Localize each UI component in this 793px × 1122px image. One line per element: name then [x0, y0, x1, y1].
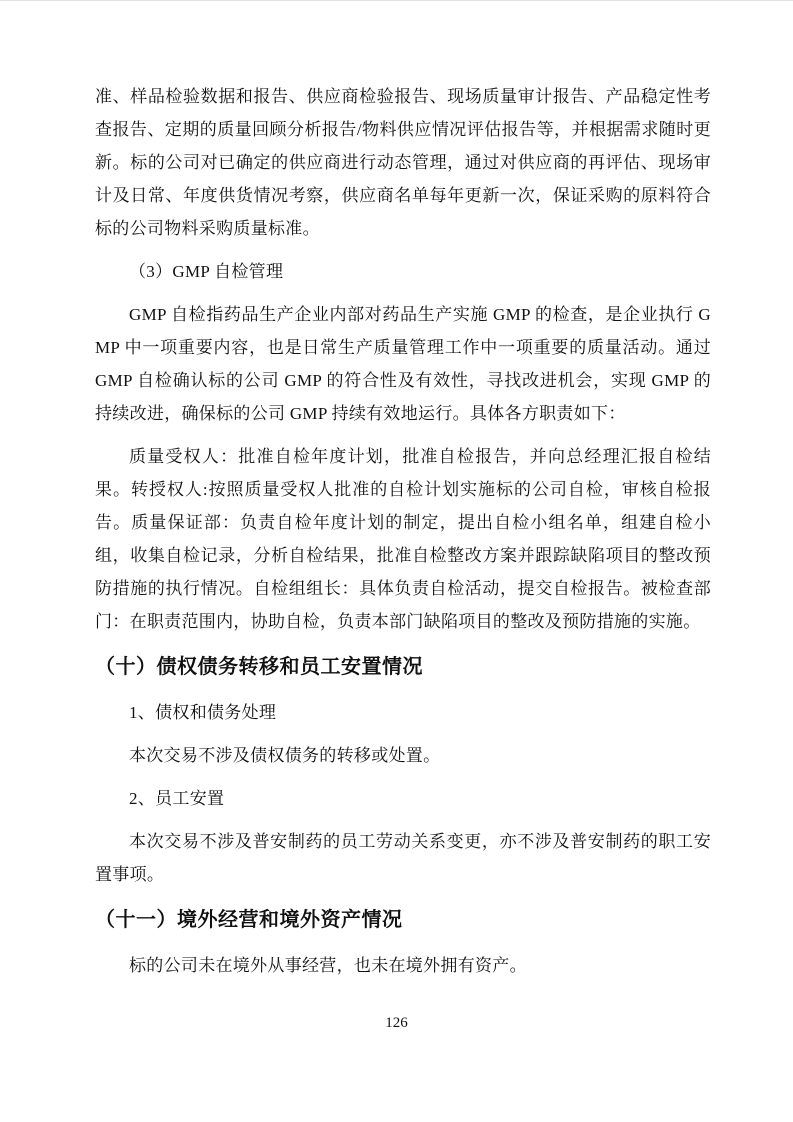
- subitem-employee-placement-title: 2、员工安置: [129, 789, 225, 808]
- paragraph-employee-placement: 本次交易不涉及普安制药的员工劳动关系变更，亦不涉及普安制药的职工安置事项。: [95, 832, 711, 884]
- paragraph-supplier-dynamic-management: 准、样品检验数据和报告、供应商检验报告、现场质量审计报告、产品稳定性考查报告、定期的质量回顾分析报告/物料供应情况评估报告等，并根据需求随时更新。标的公司对已确定的供应商进行动态管理，通过对供应商的再评估、现场审计及日常、年度供货情况考察，供应商名单每年更新一次，保证采购的原料符合标的公司物料采购质量标准。: [95, 87, 711, 238]
- section-heading-debt-employee: （十）债权债务转移和员工安置情况: [95, 656, 423, 678]
- paragraph-claims-debts: 本次交易不涉及债权债务的转移或处置。: [129, 746, 441, 765]
- subitem-claims-debts-title: 1、债权和债务处理: [129, 703, 277, 722]
- paragraph-gmp-self-inspection-intro: GMP 自检指药品生产企业内部对药品生产实施 GMP 的检查，是企业执行 GMP 中一项重要内容，也是日常生产质量管理工作中一项重要的质量活动。通过 GMP 自检确认标的公司 GMP 的符合性及有效性，寻找改进机会，实现 GMP 的持续改进，确保标的公司 GMP 持续有效地运行。具体各方职责如下：: [95, 305, 711, 423]
- page-number: 126: [385, 1015, 408, 1031]
- paragraph-self-inspection-duties: 质量受权人：批准自检年度计划，批准自检报告，并向总经理汇报自检结果。转授权人:按照质量受权人批准的自检计划实施标的公司自检，审核自检报告。质量保证部：负责自检年度计划的制定，提出自检小组名单，组建自检小组，收集自检记录，分析自检结果，批准自检整改方案并跟踪缺陷项目的整改预防措施的执行情况。自检组组长：具体负责自检活动，提交自检报告。被检查部门：在职责范围内，协助自检，负责本部门缺陷项目的整改及预防措施的实施。: [95, 447, 711, 631]
- subheading-gmp-self-inspection: （3）GMP 自检管理: [129, 262, 284, 281]
- paragraph-overseas-operations: 标的公司未在境外从事经营，也未在境外拥有资产。: [129, 956, 527, 975]
- section-heading-overseas: （十一）境外经营和境外资产情况: [95, 909, 403, 931]
- page-content: [0, 1, 793, 982]
